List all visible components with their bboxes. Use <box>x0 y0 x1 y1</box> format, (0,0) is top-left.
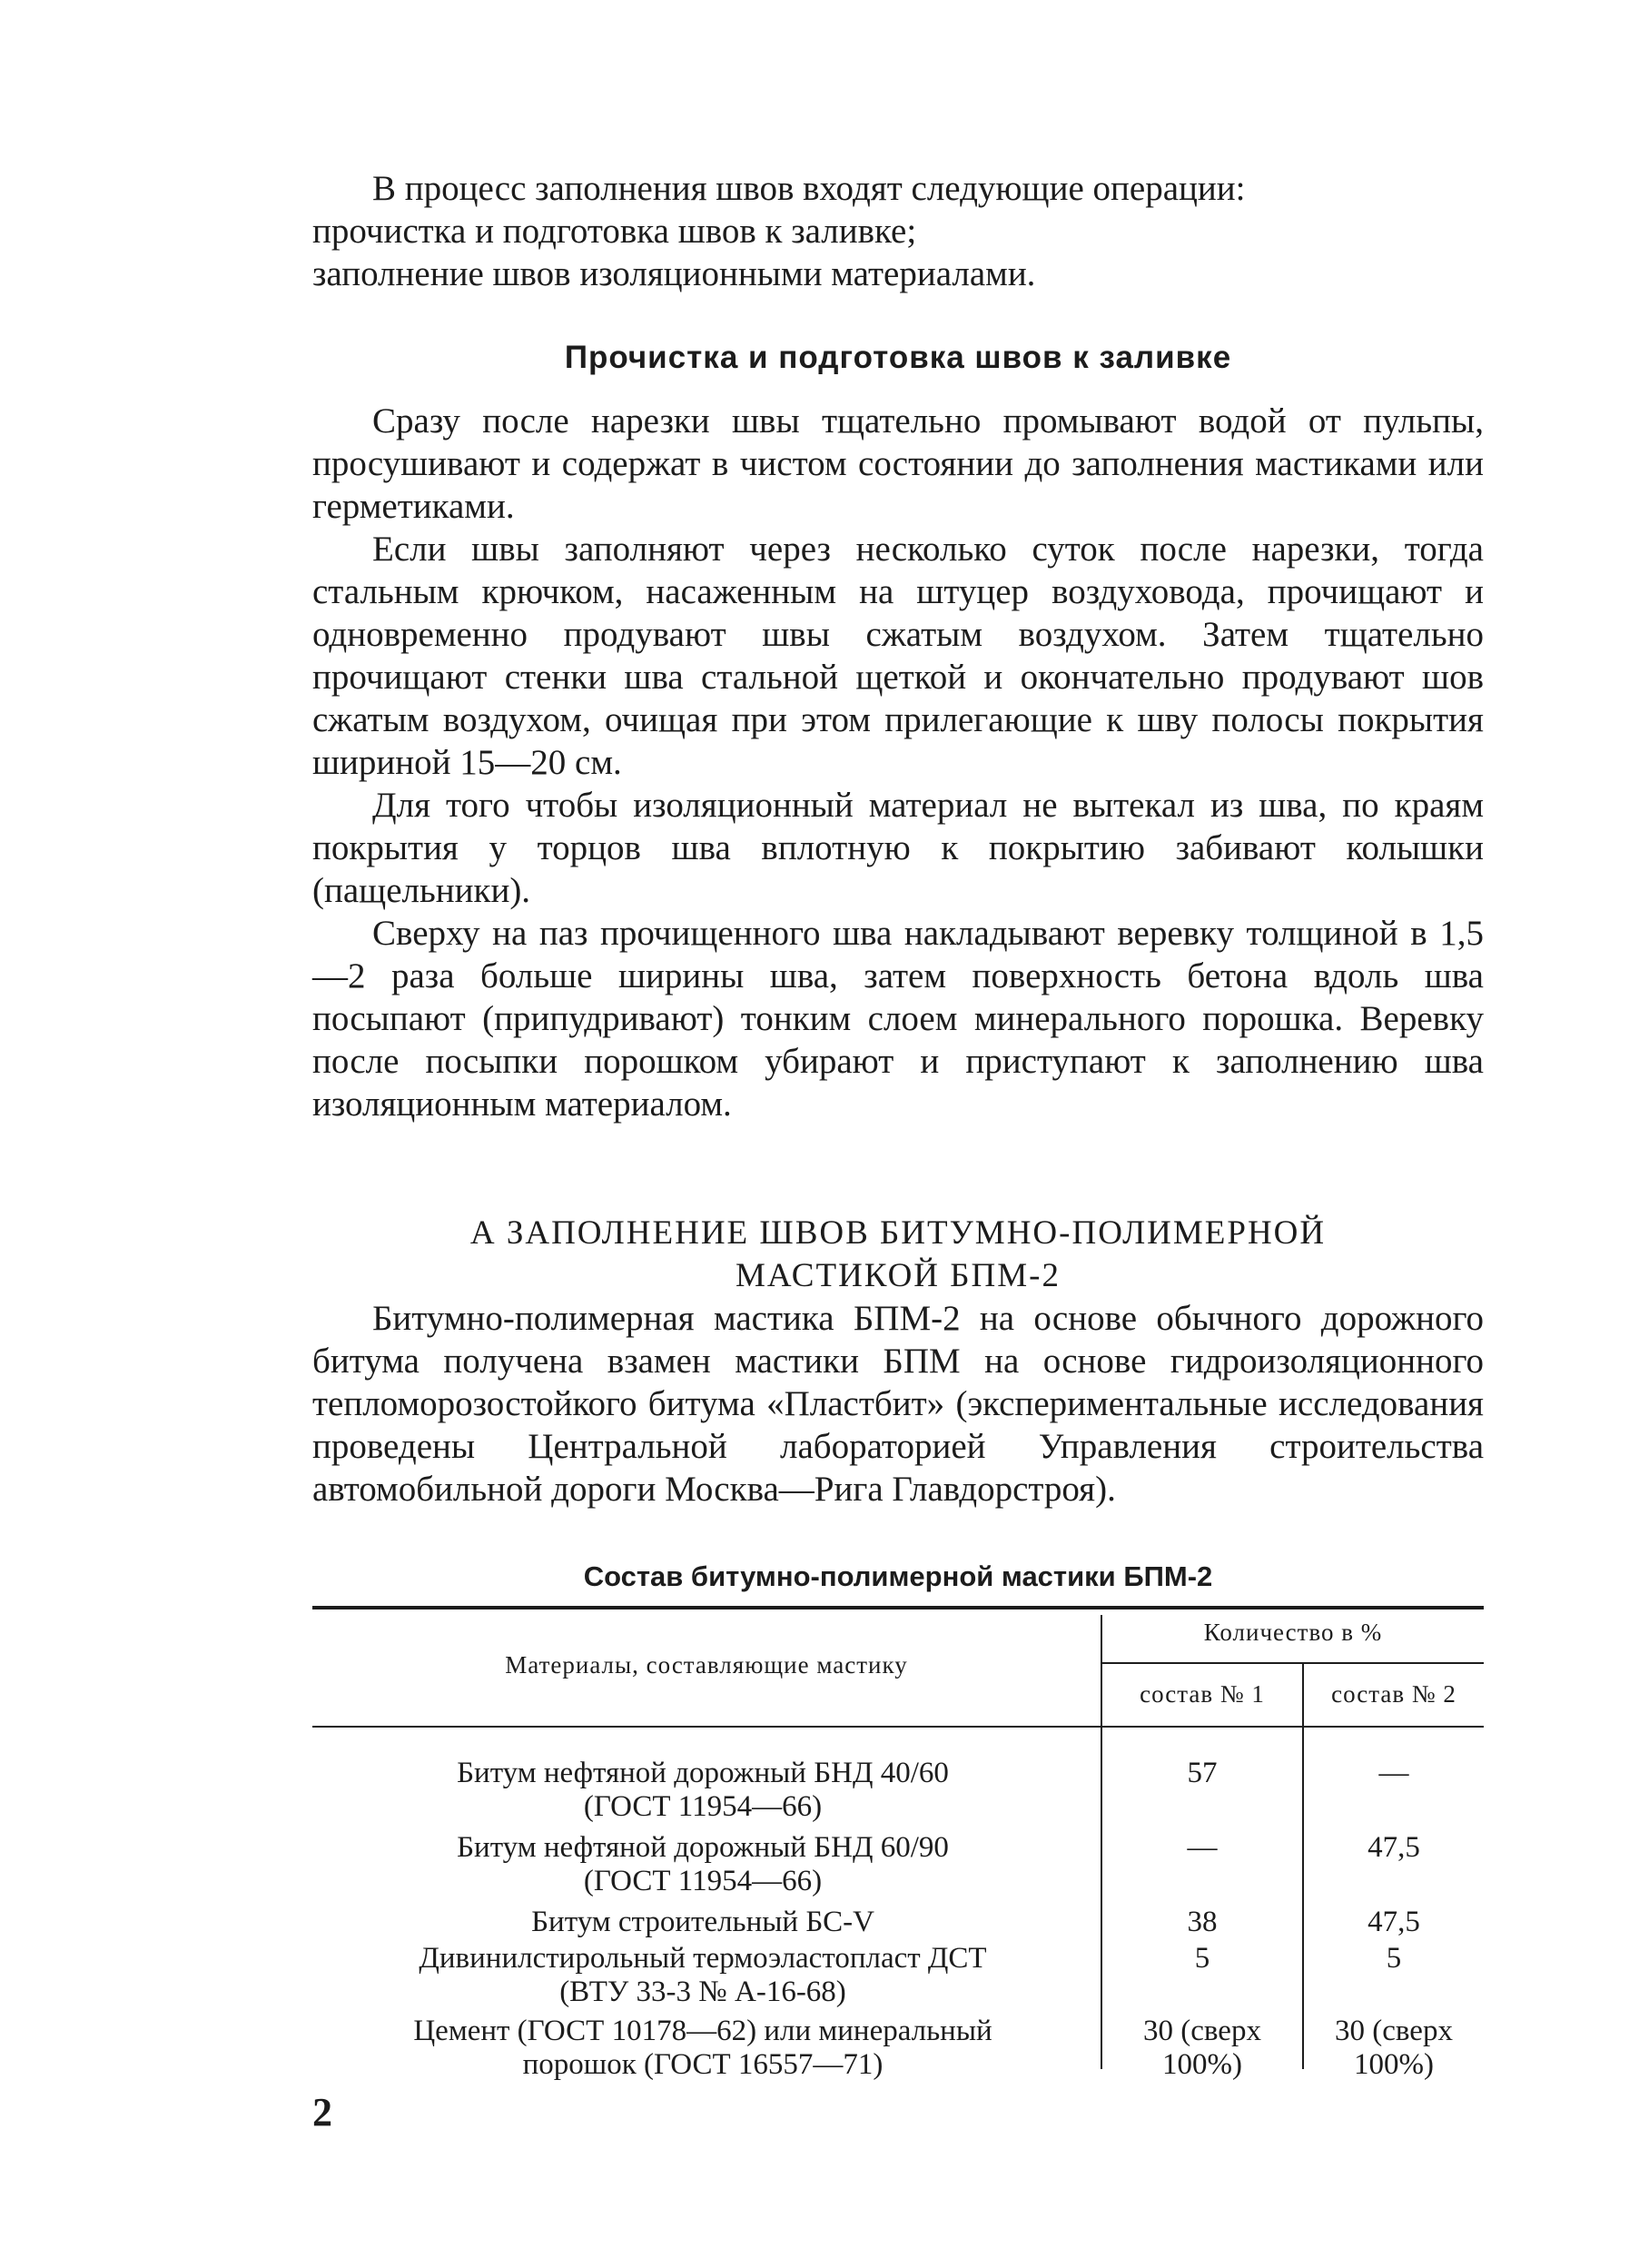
intro-line-1: В процесс заполнения швов входят следующие операции: <box>372 169 1246 208</box>
row-2-material <box>312 1831 1093 1898</box>
header-materials: Материалы, составляющие мастику <box>505 1651 908 1679</box>
row-4-material-line-2: (ВТУ 33-3 № А-16-68) <box>559 1976 846 2008</box>
section-1-paragraph-3: Для того чтобы изоляционный материал не вытекал из шва, по краям покрытия у торцов шва вплотную к покрытию забивают колышки (пащельники). <box>312 786 1484 910</box>
row-3-material: Битум строительный БС-V <box>531 1906 874 1938</box>
row-5-material <box>312 2015 1093 2082</box>
section-1-paragraph-1: Сразу после нарезки швы тщательно промывают водой от пульпы, просушивают и содержат в чистом состоянии до заполнения мастиками или герметиками. <box>312 401 1484 526</box>
row-3-composition-2: 47,5 <box>1367 1906 1420 1938</box>
header-composition-1: состав № 1 <box>1140 1680 1265 1708</box>
row-5-material-line-1: Цемент (ГОСТ 10178—62) или минеральный <box>413 2015 992 2047</box>
column-divider-2 <box>1302 1664 1304 2069</box>
section-1-paragraph-4: Сверху на паз прочищенного шва накладывают веревку толщиной в 1,5—2 раза больше ширины шва, затем поверхность бетона вдоль шва посыпают (припудривают) тонким слоем минерального порошка. Веревку после посыпки порошком убирают и приступают к заполнению шва изоляционным материалом. <box>312 914 1484 1124</box>
section-2-heading-line-2: МАСТИКОЙ БПМ-2 <box>736 1257 1061 1294</box>
header-quantity: Количество в % <box>1203 1619 1383 1646</box>
row-4-composition-2: 5 <box>1386 1942 1402 1975</box>
section-2-heading-line-1: А ЗАПОЛНЕНИЕ ШВОВ БИТУМНО-ПОЛИМЕРНОЙ <box>469 1214 1327 1252</box>
section-1-heading: Прочистка и подготовка швов к заливке <box>564 340 1232 375</box>
intro-line-2: прочистка и подготовка швов к заливке; <box>312 212 917 251</box>
row-4-material-line-1: Дивинилстирольный термоэластопласт ДСТ <box>419 1942 987 1975</box>
table-header-bottom-rule <box>312 1726 1484 1728</box>
row-2-composition-1: — <box>1187 1831 1218 1864</box>
section-2-paragraph-1: Битумно-полимерная мастика БПМ-2 на основе обычного дорожного битума получена взамен мастики БПМ на основе гидроизоляционного тепломорозостойкого битума «Пластбит» (экспериментальные исследования проведены Центральной лабораторией Управления строительства автомобильной дороги Москва—Рига Главдорстроя). <box>312 1299 1484 1509</box>
row-5-composition-2: 30 (сверх 100%) <box>1335 2015 1453 2081</box>
section-2-body <box>312 1297 1484 1510</box>
section-1-paragraph-2: Если швы заполняют через несколько суток после нарезки, тогда стальным крючком, насаженным на штуцер воздуховода, прочищают и одновременно продувают швы сжатым воздухом. Затем тщательно прочищают стенки шва стальной щеткой и окончательно продувают шов сжатым воздухом, очищая при этом прилегающие к шву полосы покрытия шириной 15—20 см. <box>312 530 1484 782</box>
row-1-material-line-2: (ГОСТ 11954—66) <box>583 1790 823 1823</box>
page-number: 2 <box>312 2090 332 2134</box>
row-1-material-line-1: Битум нефтяной дорожный БНД 40/60 <box>457 1757 949 1789</box>
row-1-composition-2: — <box>1378 1757 1409 1789</box>
row-1-material <box>312 1757 1093 1824</box>
row-4-composition-1: 5 <box>1194 1942 1210 1975</box>
row-1-composition-1: 57 <box>1187 1757 1218 1789</box>
table-top-rule <box>312 1606 1484 1609</box>
section-1-body <box>312 400 1484 1125</box>
table-caption: Состав битумно-полимерной мастики БПМ-2 <box>583 1560 1213 1592</box>
row-4-material <box>312 1942 1093 2009</box>
row-5-composition-1: 30 (сверх 100%) <box>1143 2015 1261 2081</box>
intro-line-3: заполнение швов изоляционными материалами. <box>312 254 1036 293</box>
section-2-heading <box>312 1212 1484 1297</box>
intro-block <box>312 167 1484 295</box>
composition-table <box>312 1606 1484 2081</box>
row-5-material-line-2: порошок (ГОСТ 16557—71) <box>522 2048 884 2081</box>
header-composition-2: состав № 2 <box>1331 1680 1456 1708</box>
row-2-material-line-2: (ГОСТ 11954—66) <box>583 1865 823 1897</box>
row-2-material-line-1: Битум нефтяной дорожный БНД 60/90 <box>457 1831 949 1864</box>
row-2-composition-2: 47,5 <box>1367 1831 1420 1864</box>
row-3-composition-1: 38 <box>1187 1906 1218 1938</box>
quantity-subheader-rule <box>1101 1662 1484 1664</box>
